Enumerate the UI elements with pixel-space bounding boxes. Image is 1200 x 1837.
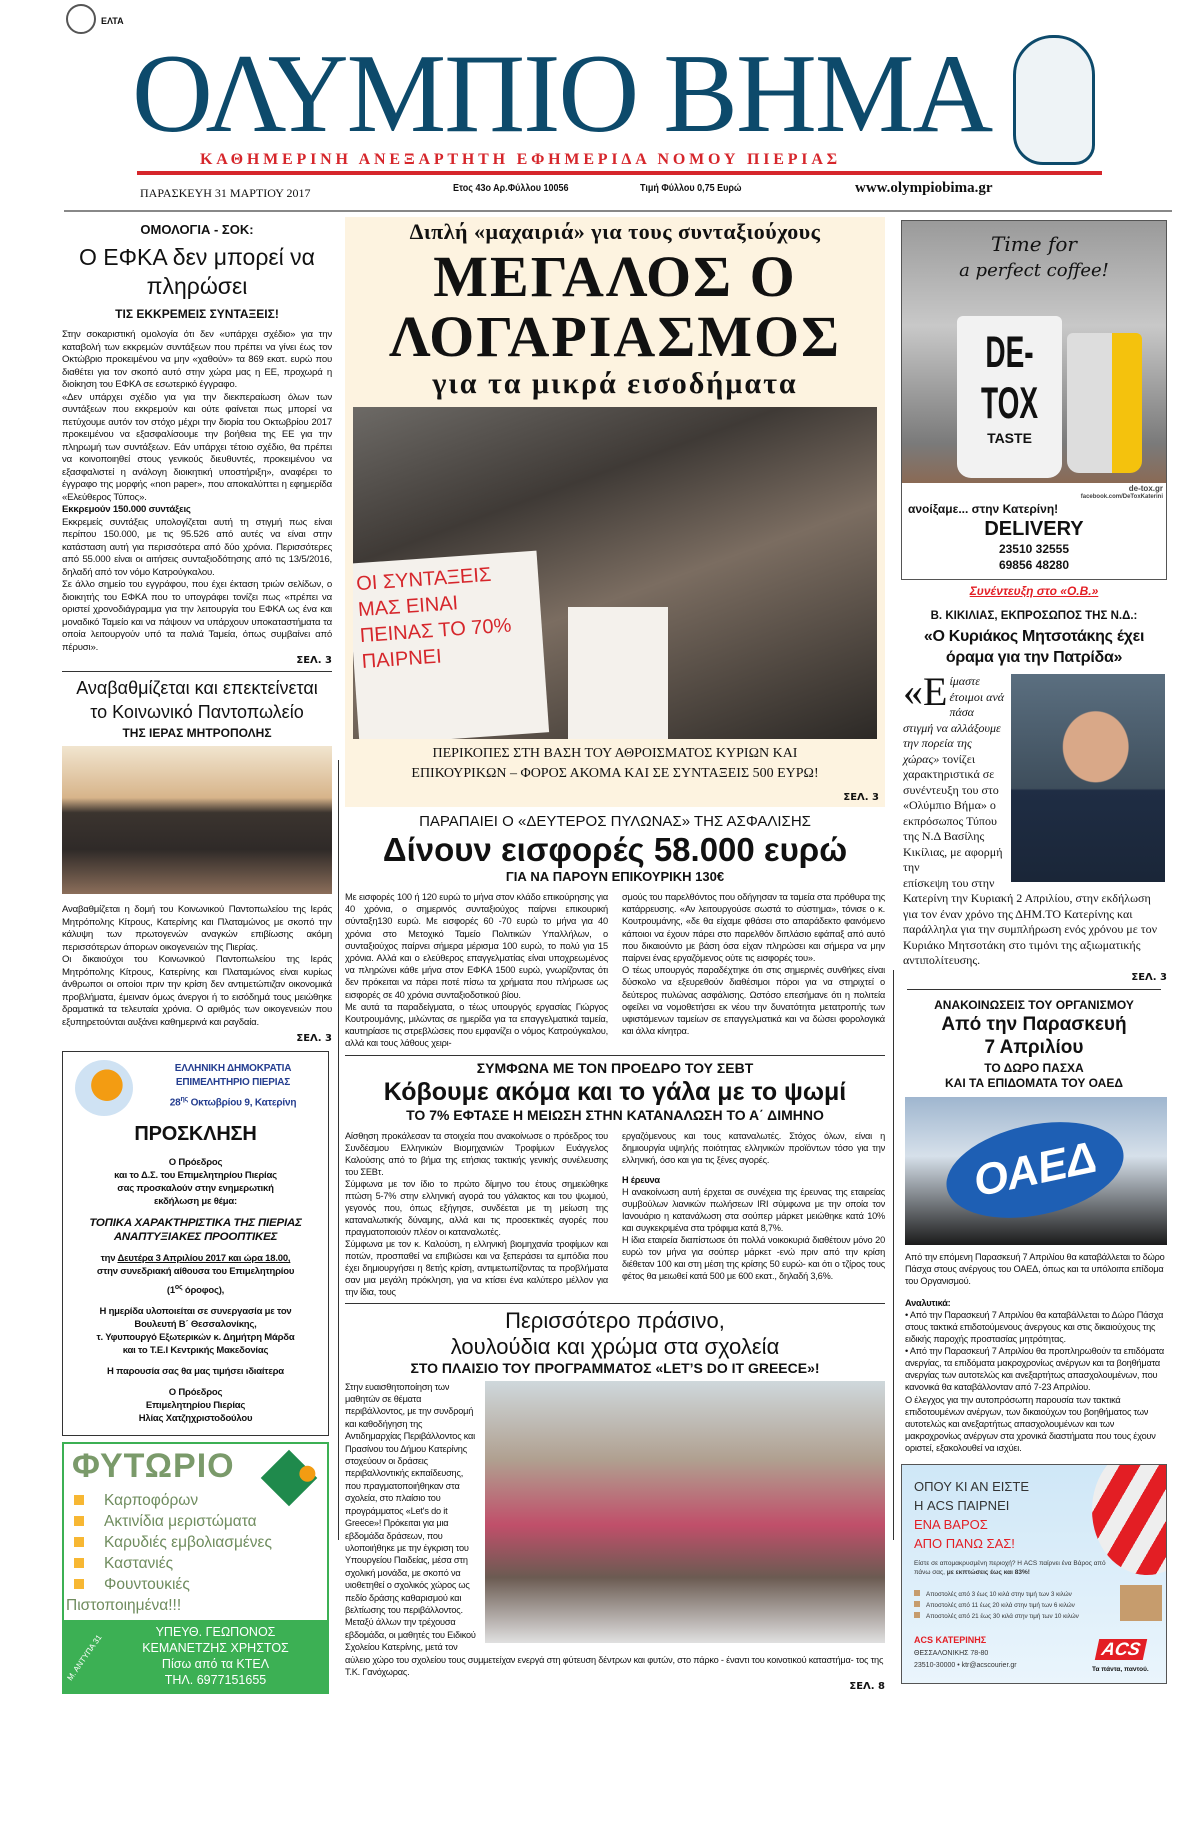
paragraph: Σύμφωνα με τον ίδιο το πρώτο δίμηνο του έτους σημειώθηκε πτώση 5-7% στην ελληνική αγορά του γάλακτος και του ψωμιού, γεγονός που, όπως εξήγησε, συνδέεται με τη μείωση της καταναλωτικής δύναμης, αλλά και τις προσεκτικές αγορές που πραγματοποιούν πλέον οι καταναλωτές. (345, 1178, 608, 1237)
article-subtitle: ΤΙΣ ΕΚΚΡΕΜΕΙΣ ΣΥΝΤΑΞΕΙΣ! (115, 307, 279, 321)
subheading: Εκκρεμούν 150.000 συντάξεις (62, 504, 191, 515)
signature-line: Ο Πρόεδρος (168, 1387, 223, 1399)
paragraph: Αίσθηση προκάλεσαν τα στοιχεία που ανακοίνωσε ο πρόεδρος του Συνδέσμου Ελληνικών Βιομηχανιών Τροφίμων Ευάγγελος Καλούσης από το βήμα της ετήσιας τακτικής γενικής συνέλευσης του ΣΕΒτ. (345, 1130, 608, 1177)
paragraph: «Δεν υπάρχει σχέδιο για για την διεκπεραίωση όλων των συντάξεων που εκκρεμούν και ούτε φαίνεται πως μπορεί να πετύχουμε αυτόν τον στόχο μέχρι την διορία του Οκτωβρίου 2017 προκειμένου να εξασφαλίσουμε την βοήθεια της ΕΕ για την πληρωμή των συντάξεων. Εάν υπάρχει τέτοιο σχέδιο, θα πρέπει να κοινοποιηθεί στους γενικούς διευθυντές, προκειμένου να εξασφαλιστεί η ανάλογη διοικητική υποστήριξη», αναφέρει το έγγραφο της μορφής «non paper», που αποκαλύπτει η εφημερίδα «Ελεύθερος Τύπος». (62, 391, 332, 503)
ad-phone: 69856 48280 (998, 558, 1070, 572)
article-kicker: ΠΑΡΑΠΑΙΕΙ Ο «ΔΕΥΤΕΡΟΣ ΠΥΛΩΝΑΣ» ΤΗΣ ΑΣΦΑΛΙΣΗΣ (419, 813, 811, 830)
address-suffix: ης (180, 1096, 188, 1103)
paragraph: σμούς του παρελθόντος που οδήγησαν τα ταμεία στα πρόθυρα της κατάρρευσης. «Αν λειτουργούσε σωστά το σύστημα», τόνισε ο κ. Κουτρουμάνης, «δε θα είχαμε φθάσει στο απαράδεκτο φαινόμενο κάποιοι να έχουν πάρει στο παρελθόν διπλάσιο εφάπαξ από αυτό που δικαιούντο με βάση όσα είχαν πληρώσει και σήμερα να μην παίρνει ένας εργαζόμενος ούτε τις εισφορές του». (622, 892, 885, 964)
lead-title: ΛΟΓΑΡΙΑΣΜΟΣ (388, 304, 842, 369)
text-line: Βουλευτή Β΄ Θεσσαλονίκης, (134, 1319, 257, 1331)
nursery-item: Καστανιές (74, 1553, 272, 1574)
coffee-cups-photo (902, 221, 1166, 483)
column-divider (338, 760, 339, 1540)
interview-body (901, 669, 1167, 969)
article-title: Ο ΕΦΚΑ δεν μπορεί να πληρώσει (79, 244, 315, 299)
certified-label: Πιστοποιημένα!!! (66, 1597, 182, 1614)
protest-sign-2 (568, 607, 668, 739)
org-name: ΕΛΛΗΝΙΚΗ ΔΗΜΟΚΡΑΤΙΑ (174, 1063, 292, 1074)
elta-seal (66, 4, 96, 34)
column-divider (893, 970, 894, 1540)
org-name: ΕΠΙΜΕΛΗΤΗΡΙΟ ΠΙΕΡΙΑΣ (175, 1077, 291, 1088)
paragraph: Ο τέως υπουργός παραδέχτηκε ότι στις σημερινές συνθήκες είναι δύσκολο να εξευρεθούν διαθέσιμοι πόροι για να στηριχτεί ο δεύτερος πυλώνας ασφάλισης. Ωστόσο επεσήμανε ότι η πολιτεία οφείλει να νομοθετήσει εκ νέου την δυνατότητα μετατροπής των υφιστάμενων ταμείων σε επαγγελματικά και να δώσει φορολογικά και άλλα κίνητρα. (622, 965, 885, 1037)
left-column (62, 222, 332, 1694)
ad-discount: με εκπτώσεις έως και 83%! (945, 1569, 1030, 1576)
paragraph: Αναβαθμίζεται η δομή του Κοινωνικού Παντοπωλείου της Ιεράς Μητρόπολης Κίτρους, Κατερίνης και Πλαταμώνος με σκοπό την κάλυψη των πρωτογενών αναγκών επιβίωσης ακόμη περισσότερων άπορων οικογενειών της Πιερίας. (62, 904, 332, 953)
coffee-cup-2 (1067, 333, 1142, 473)
text-line: τ. Υφυπουργό Εξωτερικών κ. Δημήτρη Μάρδα (96, 1332, 295, 1344)
ad-branch: ACS ΚΑΤΕΡΙΝΗΣ (914, 1635, 987, 1645)
nursery-item: Φουντουκιές (74, 1574, 272, 1595)
paragraph: Η ανακοίνωση αυτή έρχεται σε συνέχεια της έρευνας της εταιρείας συμβούλων λιανικών πωλήσεων IRI σύμφωνα με την οποία τον Ιανουάριο η κατανάλωση στα σούπερ μάρκετ μειώθηκε κατά 10% και συγκεκριμένα στα τρόφιμα κατά 8,7%. (622, 1186, 885, 1233)
right-column (901, 220, 1167, 1684)
clergy-group-photo (62, 746, 332, 894)
interview-text: επίσκεψη του στην Κατερίνη την Κυριακή 2 Απριλίου, στην εκδήλωση για τον έναν χρόνο της ΔΗΜ.ΤΟ Κατερίνης και παράλληλα για την συμπλήρωση ενός χρόνου με τον Κυριάκο Μητσοτάκη στο τιμόνι της αξιωματικής αντιπολίτευσης. (903, 875, 1158, 967)
article-title: «Ο Κυριάκος Μητσοτάκης έχει όραμα για την Πατρίδα» (923, 628, 1145, 666)
text-line: Ο Πρόεδρος (168, 1157, 223, 1168)
acs-logo: ACS (1095, 1639, 1147, 1660)
page-reference[interactable]: ΣΕΛ. 3 (843, 792, 879, 803)
text-line: και φυτών, στο πάρκο - έναντι του κοινοτικού καταστήμα- (633, 1654, 854, 1665)
article-title: λουλούδια και χρώμα στα σχολεία (450, 1333, 780, 1359)
event-venue: στην συνεδριακή αίθουσα του Επιμελητηρίου (96, 1266, 295, 1277)
lead-kicker: Διπλή «μαχαιριά» για τους συνταξιούχους (409, 219, 821, 244)
article-kicker: ΟΜΟΛΟΓΙΑ - ΣΟΚ: (140, 222, 254, 237)
contact-phone: ΤΗΛ. 6977151655 (164, 1673, 267, 1687)
article-kicker: ΑΝΑΚΟΙΝΩΣΕΙΣ ΤΟΥ ΟΡΓΑΝΙΣΜΟΥ (934, 997, 1134, 1012)
paragraph: Με εισφορές 100 ή 120 ευρώ το μήνα στον κλάδο επικούρησης για 40 χρόνια, ο σημερινός συνταξιούχος παίρνει επικουρική σύνταξη130 ευρώ. Με εισφορές 60 -70 ευρώ το μήνα για 40 χρόνια στο Μετοχικό Ταμείο Πολιτικών Υπαλλήλων, ο συνταξιούχος παίρνει σήμερα μέρισμα 100 ευρώ, το πολύ για 15 χρόνια. Αλλά και ο ελεύθερος επαγγελματίας είναι υποχρεωμένος να πληρώνει κάθε μήνα στον ΕΦΚΑ 1500 ευρώ, γνωρίζοντας ότι δεν πρόκειται να πάρει ποτέ πίσω τα χρήματα που πλήρωσε ως εισφορές σε 40 χρόνια συνταξιοδοτικού βίου. (345, 892, 608, 1000)
issue-date: ΠΑΡΑΣΚΕΥΗ 31 ΜΑΡΤΙΟΥ 2017 (140, 186, 311, 200)
contact-line: Πίσω από τα ΚΤΕΛ (161, 1657, 270, 1671)
article-title: Περισσότερο πράσινο, (505, 1307, 725, 1333)
drop-cap: «Ε (903, 669, 948, 714)
text-line: την (100, 1253, 118, 1264)
article-subtitle: ΓΙΑ ΝΑ ΠΑΡΟΥΝ ΕΠΙΚΟΥΡΙΚΗ 130€ (505, 869, 725, 884)
article-subtitle: ΤΟ 7% ΕΦΤΑΣΕ Η ΜΕΙΩΣΗ ΣΤΗΝ ΚΑΤΑΝΑΛΩΣΗ ΤΟ Α΄ ΔΙΜΗΝΟ (406, 1106, 824, 1123)
ad-offer-item: Αποστολές από 21 έως 30 κιλά στην τιμή των 10 κιλών (914, 1611, 1079, 1622)
parcel-box-icon (1120, 1585, 1162, 1621)
event-theme: ΑΝΑΠΤΥΞΙΑΚΕΣ ΠΡΟΟΠΤΙΚΕΣ (113, 1231, 278, 1243)
paragraph: Στην σοκαριστική ομολογία ότι δεν «υπάρχει σχέδιο» για την καταβολή των εκκρεμών συντάξεων που πρέπει να γίνει έως τον Οκτώβριο προκειμένου να μην «χαθούν» τα 869 εκατ. ευρώ που διαθέτει για τον σκοπό αυτό στην χώρα μας η ΕΕ, προχωρά η διοίκηση του ΕΦΚΑ σε εσωτερικό έγγραφο. (62, 329, 332, 390)
subheading: Η έρευνα (622, 1174, 660, 1185)
website-link[interactable]: www.olympiobima.gr (855, 180, 993, 196)
text-line: σας προσκαλούν στην ενημερωτική (117, 1183, 274, 1194)
contact-line: ΚΕΜΑΝΕΤΖΗΣ ΧΡΗΣΤΟΣ (142, 1641, 289, 1655)
oaed-logo: ΟΑΕΔ (938, 1107, 1133, 1232)
ad-delivery: DELIVERY (984, 518, 1084, 540)
article-body (62, 329, 332, 654)
issue-number: Ετος 43ο Αρ.Φύλλου 10056 (453, 183, 569, 194)
ad-phone: 23510 32555 (998, 542, 1070, 556)
paragraph: εργαζόμενους και τους καταναλωτές. Στόχος όλων, είναι η δημιουργία υψηλής ποιότητας ελληνικών προϊόντων τόσο για την ελληνική, όσο και για τις ξένες αγορές. (622, 1130, 885, 1165)
ad-headline: ΕΝΑ ΒΑΡΟΣ (914, 1517, 988, 1532)
paragraph: Με αυτά τα παραδείγματα, ο τέως υπουργός εργασίας Γιώργος Κουτρουμάνης, μιλώντας σε ημερίδα για τα επαγγελματικά ταμεία, καυτηρίασε τις στρεβλώσεις που εμφανίζει ο νόμος Κατρούγκαλου, αλλά και τους λάθους χειρι- (345, 1001, 608, 1049)
nursery-address: Μ. ΑΝΤΥΠΑ 31 (65, 1633, 104, 1683)
floor: (1 (166, 1285, 175, 1297)
article-oaed (901, 998, 1167, 1091)
signature-line: Ηλίας Χατζηχριστοδούλου (138, 1413, 253, 1425)
nursery-item: Καρυδιές εμβολιασμένες (74, 1532, 272, 1553)
text-line: και το Τ.Ε.Ι Κεντρικής Μακεδονίας (122, 1345, 269, 1357)
address: Οκτωβρίου 9, Κατερίνη (190, 1097, 297, 1109)
nursery-item: Καρποφόρων (74, 1490, 272, 1511)
protest-sign: ΟΙ ΣΥΝΤΑΞΕΙΣ ΜΑΣ ΕΙΝΑΙ ΠΕΙΝΑΣ ΤΟ 70% ΠΑΙΡΝΕΙ (353, 551, 549, 739)
detox-coffee-ad (901, 220, 1167, 580)
page-reference[interactable]: ΣΕΛ. 3 (296, 655, 332, 666)
article-title: Αναβαθμίζεται και επεκτείνεται το Κοινωνικό Παντοπωλείο (76, 678, 318, 722)
text-line: Μεταξύ άλλων την τρέχουσα εβδομάδα, οι μαθητές του (345, 1617, 456, 1640)
event-datetime: Δευτέρα 3 Απριλίου 2017 και ώρα 18.00, (117, 1253, 291, 1264)
divider (345, 1303, 885, 1304)
article-kicker: Β. ΚΙΚΙΛΙΑΣ, ΕΚΠΡΟΣΩΠΟΣ ΤΗΣ Ν.Δ.: (930, 610, 1138, 622)
ad-slogan: Time for (991, 232, 1077, 256)
nursery-item: Ακτινίδια μεριστώματα (74, 1511, 272, 1532)
header-rule (64, 210, 1172, 212)
page-reference[interactable]: ΣΕΛ. 3 (1131, 971, 1167, 983)
masthead-title: ΟΛΥΜΠΙΟ ΒΗΜΑ (132, 32, 992, 156)
ad-slogan: a perfect coffee! (959, 260, 1109, 281)
address-number: 28 (169, 1097, 181, 1109)
article-schools-green (345, 1308, 885, 1694)
masthead-subtitle: ΚΑΘΗΜΕΡΙΝΗ ΑΝΕΞΑΡΤΗΤΗ ΕΦΗΜΕΡΙΔΑ ΝΟΜΟΥ ΠΙΕΡΙΑΣ (200, 151, 841, 168)
paragraph: Εκκρεμείς συντάξεις υπολογίζεται αυτή τη στιγμή πως είναι περίπου 150.000, με τις 95.526 από αυτές να είναι στην κατάσταση αυτή για περισσότερα από δύο χρόνια. Περισσότερες από 55.000 είναι οι αιτήσεις συνταξιοδότησης από τις 13/5/2016, δηλαδή από τον νόμο Κατρούγκαλου. (62, 516, 332, 578)
article-subtitle: ΤΟ ΔΩΡΟ ΠΑΣΧΑ (984, 1060, 1084, 1075)
ad-facebook[interactable]: facebook.com/DeToxKaterini (1080, 494, 1163, 500)
students-planting-photo (485, 1381, 885, 1643)
paragraph: Σύμφωνα με τον κ. Καλούση, η ελληνική βιομηχανία τροφίμων και ποτών, προσπαθεί να επιβιώσει και να ξεπεράσει τα εμπόδια που έχει δημιουργήσει η 8ετής κρίση, αντιμετωπίζοντας τα προβλήματα σαν μια μεγάλη πρόκληση, για να κτίσει ένα καλύτερο μέλλον για την ίδια, τους (345, 1238, 608, 1297)
center-column (345, 217, 885, 1693)
article-subtitle: ΚΑΙ ΤΑ ΕΠΙΔΟΜΑΤΑ ΤΟΥ ΟΑΕΔ (945, 1075, 1123, 1090)
ad-headline: Η ACS ΠΑΙΡΝΕΙ (914, 1498, 1010, 1513)
article-body (345, 891, 885, 1050)
text-line: Η παρουσία σας θα μας τιμήσει ιδιαίτερα (107, 1366, 284, 1378)
paragraph: Οι δικαιούχοι του Κοινωνικού Παντοπωλείου της Ιεράς Μητρόπολης Κίτρους, Κατερίνης και Πλαταμώνος είναι κυρίως άνθρωποι οι οποίοι πριν την κρίση δεν αντιμετώπιζαν οικονομικά προβλήματα, έμειναν όμως άνεργοι ή το εισόδημά τους μειώθηκε δραματικά τα τελευταία χρόνια. Ο αριθμός των οικογενειών που εξυπηρετούνται αυξάνει καθημερινά και ραγδαία. (62, 954, 332, 1028)
floor-suffix: ος (174, 1284, 183, 1291)
ad-headline: ΟΠΟΥ ΚΙ ΑΝ ΕΙΣΤΕ (914, 1479, 1030, 1494)
acs-courier-ad (901, 1464, 1167, 1684)
ad-intro: Είστε σε απομακρυσμένη περιοχή? Η ACS παίρνει ένα Βάρος από πάνω σας, (914, 1560, 1106, 1576)
signature-line: Επιμελητηρίου Πιερίας (145, 1400, 246, 1412)
text-line: Ειδικού Σχολείου Κατερίνης, μετά τον αύλειο χώρο του (345, 1629, 476, 1665)
paragraph: Σε άλλο σημείο του εγγράφου, που έχει έκταση τριών σελίδων, ο διοικητής του ΕΦΚΑ που το υπογράφει τονίζει πως «πρέπει να οριστεί χρονοδιάγραμμα για την λειτουργία του ΕΦΚΑ ως ένα και μοναδικό Ταμείο και να πάψουν να υπάρχουν υποκαταστήματα τα οποία λειτουργούν υπό τα παλιά Ταμεία, όπως συμβαίνει από πέρυσι». (62, 579, 332, 653)
page-reference[interactable]: ΣΕΛ. 3 (296, 1033, 332, 1044)
ad-opened-text: ανοίξαμε... στην Κατερίνη! (908, 502, 1059, 516)
contact-line: ΥΠΕΥΘ. ΓΕΩΠΟΝΟΣ (155, 1625, 276, 1639)
pensioners-protest-photo (353, 407, 877, 739)
paragraph: Στην ευαισθητοποίηση των μαθητών σε θέματα περιβάλλοντος, με την συνδρομή και καθοδήγηση της Αντιδημαρχίας Περιβάλλοντος και Πρασίνου του Δήμου Κατερίνης στοχεύουν οι δράσεις περιβαλλοντικής εκπαίδευσης, που πραγματοποιήθηκαν στα σχολεία, στο πλαίσιο του προγράμματος «Let's do it Greece»! Πρόκειται για μια εβδομάδα δράσεων, που υλοποιήθηκε με την έγκριση του Υπουργείου Παιδείας, μέσα στη σχολική μονάδα, με σκοπό να υιοθετηθεί ο σχολικός χώρος ως πεδίο δράσης καθαρισμού και βελτίωσης του περιβάλλοντος. (345, 1381, 476, 1615)
quote-text: ίμαστε έτοιμοι ανά πάσα στιγμή να αλλάξουμε την πορεία της χώρας» (903, 674, 1005, 766)
article-efka (62, 222, 332, 667)
elta-logo: ΕΛΤΑ (101, 16, 124, 26)
paragraph: Η ίδια εταιρεία διαπίστωσε ότι πολλά νοικοκυριά διαθέτουν μόνο 20 ευρώ τον μήνα για σούπερ μάρκετ -ενώ πριν από την κρίση διέθεταν 100 και στη μέση της κρίσης 50 ευρώ- και ότι ο τζίρος τους φέτος θα μειωθεί κατά 500 με 600 εκατ., δηλαδή 3,6%. (622, 1234, 885, 1281)
article-kicker: ΣΥΜΦΩΝΑ ΜΕ ΤΟΝ ΠΡΟΕΔΡΟ ΤΟΥ ΣΕΒΤ (476, 1059, 754, 1076)
acs-motto: Τα πάντα, παντού. (1092, 1666, 1149, 1673)
ad-offer-item: Αποστολές από 11 έως 20 κιλά στην τιμή των 6 κιλών (914, 1600, 1079, 1611)
zeus-head-logo (1013, 35, 1095, 165)
text-line: Η ημερίδα υλοποιείται σε συνεργασία με τον (99, 1306, 292, 1318)
lead-title: ΜΕΓΑΛΟΣ Ο (433, 244, 797, 309)
article-food-consumption (345, 1060, 885, 1298)
article-title: Δίνουν εισφορές 58.000 ευρώ (382, 831, 848, 868)
issue-price: Τιμή Φύλλου 0,75 Ευρώ (640, 183, 742, 194)
ad-contact: 23510-30000 • ktr@acscourier.gr (914, 1662, 1017, 1669)
text-line: σχολείου τους συμμετείχαν ενεργά στη φύτευση δέντρων (411, 1654, 632, 1665)
nursery-ad (62, 1442, 329, 1694)
oaed-logo-photo (905, 1097, 1167, 1245)
divider (907, 989, 1161, 990)
article-subtitle: ΣΤΟ ΠΛΑΙΣΙΟ ΤΟΥ ΠΡΟΓΡΑΜΜΑΤΟΣ «LET’S DO IT GREECE»! (410, 1359, 820, 1376)
nursery-title: ΦΥΤΩΡΙΟ (72, 1447, 235, 1485)
cup-text: TASTE (987, 430, 1032, 446)
paragraph: Από την επόμενη Παρασκευή 7 Απριλίου θα καταβάλλεται το δώρο Πάσχα στους ανέργους του ΟΑΕΔ, όπως και τα υπόλοιπα επίδομα του Οργανισμού. (905, 1251, 1165, 1286)
invitation-title: ΠΡΟΣΚΛΗΣΗ (134, 1123, 257, 1145)
floor: όροφος), (182, 1285, 225, 1297)
article-body (62, 904, 332, 1029)
bullet: • Από την Παρασκευή 7 Απριλίου θα προπληρωθούν τα επιδόματα ανεργίας, τα επιδόματα μακροχρονίως ανέργων και τα βοηθήματα ανεργίας των αυτοτελώς και ανεξαρτήτως απασχολουμένων, που κανονικά θα καταβάλλονταν από 7-23 Απριλίου. (905, 1346, 1165, 1393)
divider (345, 1055, 885, 1056)
event-theme: ΤΟΠΙΚΑ ΧΑΡΑΚΤΗΡΙΣΤΙΚΑ ΤΗΣ ΠΙΕΡΙΑΣ (89, 1217, 302, 1229)
bullet: • Από την Παρασκευή 7 Απριλίου θα καταβάλλεται το Δώρο Πάσχα στους τακτικά επιδοτούμενους άνεργους και στις δικαιούχους της ειδικής παροχής προστασίας μητρότητας. (905, 1309, 1164, 1345)
lead-subtitle: για τα μικρά εισοδήματα (432, 367, 798, 400)
article-body (345, 1130, 885, 1298)
text-line: εκδήλωση με θέμα: (154, 1196, 237, 1207)
ad-address: ΘΕΣΣΑΛΟΝΙΚΗΣ 78-80 (914, 1650, 989, 1657)
coffee-cup (957, 316, 1062, 478)
article-pantopoleio (62, 676, 332, 1045)
article-title: 7 Απριλίου (984, 1036, 1084, 1058)
chamber-logo (75, 1060, 133, 1116)
interview-kikilias (901, 584, 1167, 984)
caption-line: ΠΕΡΙΚΟΠΕΣ ΣΤΗ ΒΑΣΗ ΤΟΥ ΑΘΡΟΙΣΜΑΤΟΣ ΚΥΡΙΩΝ ΚΑΙ (432, 746, 798, 761)
text-line: τος της Τ.Κ. Γανόχωρας. (345, 1654, 884, 1677)
article-title: Κόβουμε ακόμα και το γάλα με το ψωμί (383, 1077, 847, 1106)
text-line: και το Δ.Σ. του Επιμελητηρίου Πιερίας (114, 1170, 277, 1181)
lead-story (345, 217, 885, 807)
divider (62, 671, 332, 672)
article-body (345, 1381, 885, 1679)
masthead-red-rule (137, 171, 1102, 175)
photo-caption (345, 744, 885, 784)
paragraph: Ο έλεγχος για την αυτοπρόσωπη παρουσία των τακτικά επιδοτουμένων ανέργων, των δικαιούχων του βοηθήματος των αυτοτελώς και ανεξαρτήτως απασχολουμένων και των μακροχρονίως ανέργων στα χρονικά διαστήματα που τους έχουν οριστεί, εξακολουθεί να ισχύει. (905, 1394, 1156, 1453)
subheading: Αναλυτικά: (905, 1297, 951, 1308)
ad-headline: ΑΠΟ ΠΑΝΩ ΣΑΣ! (914, 1536, 1015, 1551)
brand-logo: DE-TOX (980, 326, 1039, 428)
interview-tag[interactable]: Συνέντευξη στο «Ο.Β.» (969, 584, 1099, 598)
kikilias-portrait-photo (1011, 674, 1165, 882)
chamber-invitation-ad (62, 1051, 329, 1436)
article-pension-contributions (345, 813, 885, 1050)
interview-text: τονίζει χαρακτηριστικά σε συνέντευξη του στο «Ολύμπιο Βήμα» ο εκπρόσωπος Τύπου της Ν.Δ Βασίλης Κικίλιας, με αφορμή την (903, 751, 1003, 874)
ad-website[interactable]: de-tox.gr (1128, 484, 1163, 493)
article-subtitle: ΤΗΣ ΙΕΡΑΣ ΜΗΤΡΟΠΟΛΗΣ (122, 726, 272, 740)
caption-line: ΕΠΙΚΟΥΡΙΚΩΝ – ΦΟΡΟΣ ΑΚΟΜΑ ΚΑΙ ΣΕ ΣΥΝΤΑΞΕΙΣ 500 ΕΥΡΩ! (411, 766, 819, 781)
article-body (905, 1251, 1167, 1455)
ad-offer-item: Αποστολές από 3 έως 10 κιλά στην τιμή των 3 κιλών (914, 1589, 1079, 1600)
page-reference[interactable]: ΣΕΛ. 8 (849, 1681, 885, 1693)
article-title: Από την Παρασκευή (941, 1013, 1127, 1035)
